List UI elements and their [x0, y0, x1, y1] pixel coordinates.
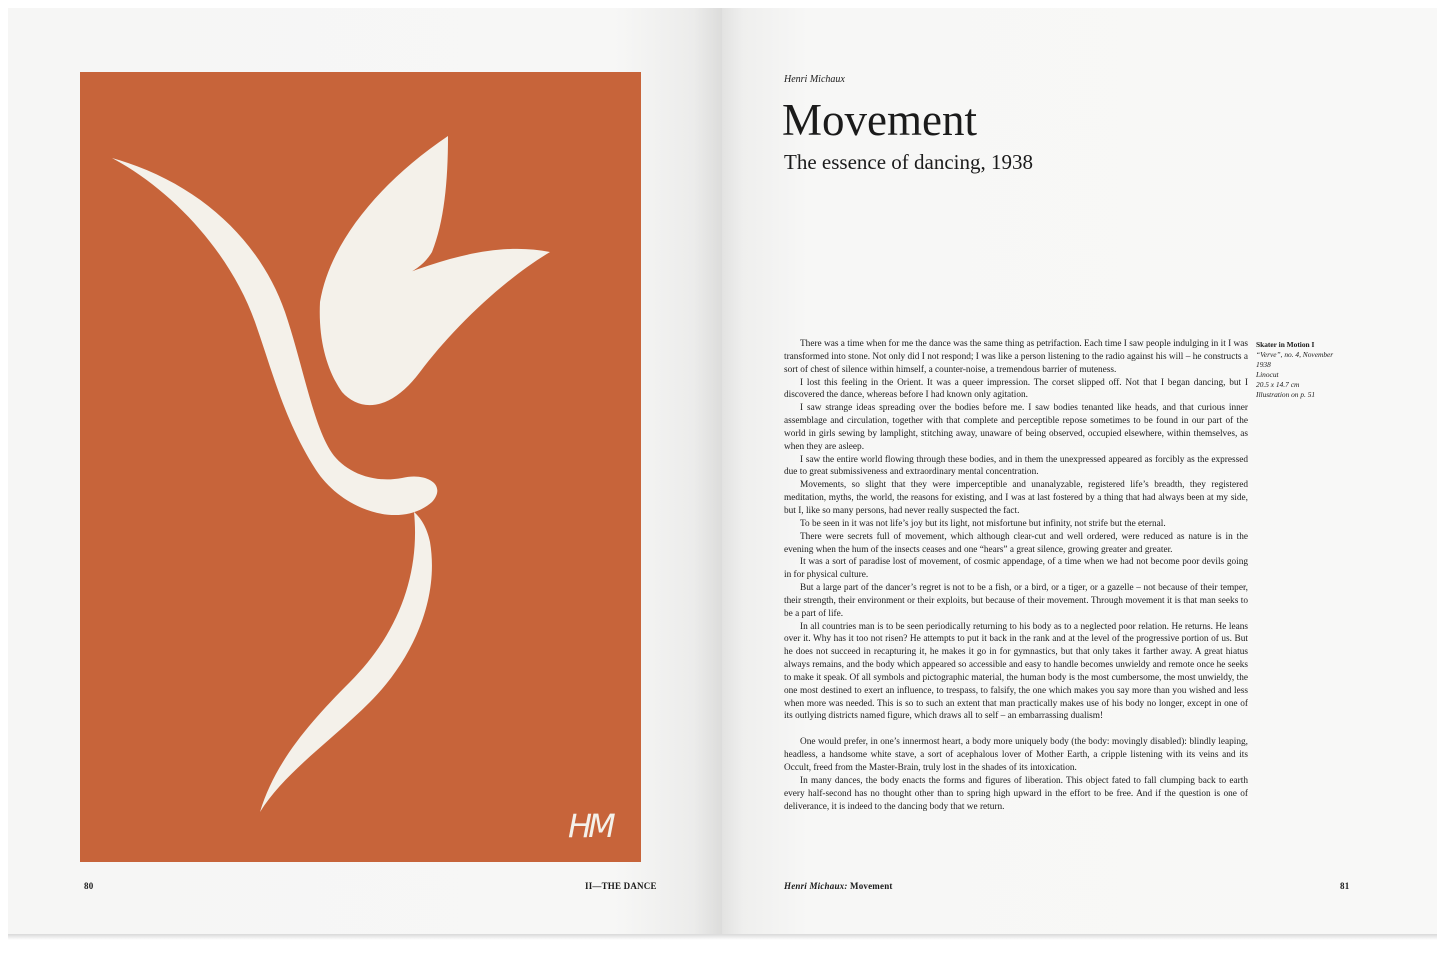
artwork-caption — [1256, 340, 1346, 400]
paragraph: I lost this feeling in the Orient. It was a queer impression. The corset slipped off. Not that I began dancing, but I discovered the dance, whereas before I had known only agitation. — [784, 377, 1248, 401]
author-kicker: Henri Michaux — [784, 74, 845, 85]
caption-line: “Verve”, no. 4, November 1938 — [1256, 350, 1334, 369]
paragraph: I saw strange ideas spreading over the bodies before me. I saw bodies tenanted like heads, and that curious inner assemblage and circulation, together with that complete and perceptible repose sometimes to be found in our part of the world in girls sewing by lamplight, stitching away, unaware of being observed, occupied elsewhere, within themselves, as when they are asleep. — [784, 403, 1248, 452]
paragraph: In many dances, the body enacts the forms and figures of liberation. This object fated to fall clumping back to earth every half-second has no thought other than to spring high upward in the effort to be free. And if the question is one of deliverance, it is indeed to the dancing body that we return. — [784, 775, 1248, 812]
right-footer — [784, 881, 893, 891]
caption-title: Skater in Motion I — [1256, 340, 1315, 349]
footer-author: Henri Michaux: — [784, 881, 848, 891]
paragraph: In all countries man is to be seen periodically returning to his body as to a neglected poor relation. He returns. He leans over it. Why has it too not risen? He attempts to put it back in the rank and at the level of the progressive portion of us. But he does not succeed in recapturing it, he makes it go in for gymnastics, but that only takes it farther away. A great hiatus always remains, and the body which appeared so accessible and easy to handle becomes unwieldy and remote once he seeks to make it speak. Of all symbols and pictographic material, the human body is the most cumbersome, the most unwieldy, the one most destined to exert an influence, to trespass, to falsify, the one which makes you say more than you wished and less when more was needed. This is so to such an extent that man practically makes use of his body no longer, except in one of its outlying districts named figure, which draws all to self – an embarrassing dualism! — [784, 621, 1248, 722]
article-subtitle: The essence of dancing, 1938 — [784, 150, 1033, 174]
paragraph: I saw the entire world flowing through these bodies, and in them the unexpressed appeared as forcibly as the expressed due to great submissiveness and extraordinary mental concentration. — [784, 454, 1248, 478]
paragraph: One would prefer, in one’s innermost heart, a body more uniquely body (the body: movingly disabled): blindly leaping, headless, a handsome white stave, a sort of acephalous lover of Mother Earth, a cripple listening with its veins and its Occult, freed from the Master-Brain, truly lost in the shades of its intoxication. — [784, 737, 1248, 773]
paragraph: There was a time when for me the dance was the same thing as petrifaction. Each time I saw people indulging in it I was transformed into stone. Not only did I not respond; I was like a person listening to the radio against his will – he constructs a sort of chest of silence within himself, a counter-noise, a tremendous barrier of muteness. — [784, 339, 1248, 375]
article-title: Movement — [782, 95, 977, 145]
paragraph: Movements, so slight that they were imperceptible and unanalyzable, registered life’s breadth, they registered meditation, myths, the world, the reasons for existing, and I was at last fostered by a thing that had always been at my side, but I, like so many persons, had never really suspected the fact. — [784, 480, 1248, 516]
left-page-number: 80 — [84, 881, 94, 891]
paragraph: There were secrets full of movement, which although clear-cut and well ordered, were reduced as nature is in the evening when the hum of the insects ceases and one “hears” a great silence, growing greater and greater. — [784, 531, 1248, 555]
caption-line: Illustration on p. 51 — [1256, 390, 1316, 399]
white-leaf-dancer-icon — [80, 72, 641, 862]
caption-line: Linocut — [1256, 370, 1279, 379]
footer-title: Movement — [847, 881, 893, 891]
artwork-signature: HM — [568, 807, 612, 845]
right-page-number: 81 — [1340, 881, 1350, 891]
left-page — [8, 8, 722, 934]
paragraph: But a large part of the dancer’s regret is not to be a fish, or a bird, or a tiger, or a gazelle – not because of their temper, their strength, their environment or their exploits, but because of their movement. Through movement it is that man seeks to be a part of life. — [784, 583, 1248, 619]
paragraph: To be seen in it was not life’s joy but its light, not misfortune but infinity, not strife but the eternal. — [800, 518, 1166, 529]
paragraph: It was a sort of paradise lost of movement, of cosmic appendage, of a time when we had not become poor devils going in for physical culture. — [784, 557, 1248, 581]
caption-line: 20.5 x 14.7 cm — [1256, 380, 1300, 389]
page-shadow — [8, 934, 1437, 940]
running-head: II—THE DANCE — [585, 881, 657, 891]
article-body — [784, 338, 1248, 813]
right-page — [722, 8, 1437, 934]
artwork-panel — [80, 72, 641, 862]
